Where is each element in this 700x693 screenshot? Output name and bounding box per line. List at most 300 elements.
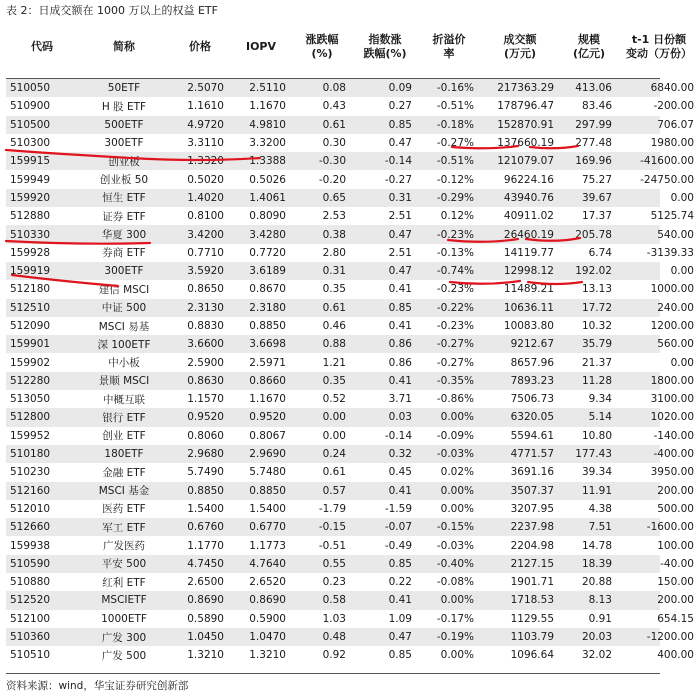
- cell-t1: -41600.00: [640, 155, 694, 168]
- table-row: [6, 335, 694, 353]
- cell-prem: -0.13%: [436, 246, 474, 259]
- cell-chg: 0.31: [322, 265, 346, 278]
- cell-price: 1.3320: [187, 155, 224, 168]
- header-scale: 规模 (亿元): [572, 33, 606, 60]
- cell-scale: 10.80: [581, 429, 612, 442]
- cell-idx: -0.49: [384, 539, 412, 552]
- cell-idx: 0.47: [388, 265, 412, 278]
- cell-iopv: 0.8850: [249, 320, 286, 332]
- cell-price: 0.5020: [187, 173, 224, 186]
- cell-code: 510510: [10, 649, 51, 662]
- cell-turn: 137660.19: [497, 137, 554, 150]
- table-row: [6, 116, 694, 134]
- cell-idx: 0.27: [388, 100, 412, 113]
- cell-iopv: 0.8850: [249, 484, 286, 497]
- cell-code: 159938: [10, 539, 51, 552]
- cell-name: 深 100ETF: [97, 338, 151, 351]
- cell-iopv: 2.3180: [249, 301, 286, 314]
- table-bottom-rule: [6, 673, 660, 674]
- cell-name: 50ETF: [107, 82, 141, 95]
- cell-iopv: 5.7480: [249, 466, 286, 479]
- cell-scale: 32.02: [581, 649, 612, 662]
- cell-idx: 0.45: [388, 466, 412, 479]
- cell-chg: 0.08: [322, 82, 346, 95]
- cell-chg: 0.35: [322, 283, 346, 296]
- cell-turn: 1103.79: [510, 631, 554, 644]
- cell-chg: 0.61: [322, 118, 346, 131]
- cell-code: 159928: [10, 246, 51, 259]
- cell-code: 512510: [10, 301, 51, 314]
- cell-scale: 11.91: [581, 484, 612, 497]
- cell-price: 2.6500: [187, 576, 224, 589]
- table-row: [6, 299, 694, 317]
- cell-name: 广发医药: [103, 540, 145, 553]
- cell-code: 159915: [10, 155, 51, 168]
- cell-scale: 192.02: [575, 265, 612, 278]
- cell-code: 510050: [10, 82, 51, 95]
- cell-chg: 0.88: [322, 338, 346, 351]
- cell-scale: 10.32: [581, 320, 612, 332]
- cell-turn: 5594.61: [510, 429, 554, 442]
- cell-scale: 277.48: [575, 137, 612, 150]
- cell-t1: -140.00: [653, 429, 694, 442]
- cell-price: 0.7710: [187, 246, 224, 259]
- cell-t1: 5125.74: [650, 210, 694, 223]
- cell-name: H 股 ETF: [101, 100, 147, 113]
- cell-t1: -24750.00: [640, 173, 694, 186]
- etf-table: [6, 16, 694, 665]
- cell-t1: 0.00: [670, 191, 694, 204]
- cell-prem: -0.29%: [436, 191, 474, 204]
- cell-chg: 0.48: [322, 631, 346, 644]
- cell-code: 510300: [10, 137, 51, 150]
- cell-iopv: 0.8690: [249, 594, 286, 607]
- cell-chg: 0.57: [322, 484, 346, 497]
- cell-t1: 0.00: [670, 265, 694, 278]
- table-row: [6, 134, 694, 152]
- cell-idx: 0.86: [388, 338, 412, 351]
- cell-t1: 1000.00: [650, 283, 694, 296]
- cell-prem: -0.74%: [436, 265, 474, 278]
- cell-chg: 0.00: [322, 411, 346, 424]
- cell-idx: 0.85: [388, 649, 412, 662]
- cell-idx: -0.14: [384, 155, 412, 168]
- cell-iopv: 1.3210: [249, 649, 286, 662]
- cell-name: 平安 500: [101, 558, 147, 571]
- cell-chg: 0.46: [322, 320, 346, 332]
- cell-t1: 200.00: [657, 594, 694, 607]
- cell-code: 512520: [10, 594, 51, 607]
- cell-prem: -0.08%: [436, 576, 474, 589]
- cell-t1: 200.00: [657, 484, 694, 497]
- table-body: [6, 79, 694, 665]
- cell-iopv: 0.8670: [249, 283, 286, 296]
- cell-price: 0.8690: [187, 594, 224, 607]
- cell-t1: 0.00: [670, 356, 694, 369]
- cell-prem: 0.00%: [440, 411, 474, 424]
- table-row: [6, 390, 694, 408]
- cell-prem: -0.16%: [436, 82, 474, 95]
- cell-scale: 20.03: [581, 631, 612, 644]
- cell-name: 军工 ETF: [102, 521, 146, 534]
- table-row: [6, 573, 694, 591]
- table-row: [6, 408, 694, 426]
- cell-name: 银行 ETF: [102, 411, 146, 424]
- cell-chg: -0.20: [318, 173, 346, 186]
- cell-prem: -0.35%: [436, 374, 474, 387]
- cell-scale: 169.96: [575, 155, 612, 168]
- cell-chg: 0.92: [322, 649, 346, 662]
- cell-prem: -0.27%: [436, 137, 474, 150]
- cell-iopv: 1.1670: [249, 393, 286, 406]
- cell-price: 3.3110: [187, 137, 224, 150]
- cell-prem: -0.27%: [436, 356, 474, 369]
- cell-iopv: 0.7720: [249, 246, 286, 259]
- cell-scale: 205.78: [575, 228, 612, 241]
- cell-name: 金融 ETF: [102, 466, 146, 479]
- cell-t1: 1020.00: [650, 411, 694, 424]
- header-turnover: 成交额 (万元): [503, 33, 537, 60]
- cell-scale: 9.34: [588, 393, 612, 406]
- cell-scale: 413.06: [575, 82, 612, 95]
- cell-scale: 20.88: [581, 576, 612, 589]
- cell-iopv: 1.5400: [249, 502, 286, 515]
- cell-iopv: 0.9520: [249, 411, 286, 424]
- cell-turn: 1718.53: [510, 594, 554, 607]
- cell-t1: -1600.00: [646, 521, 694, 534]
- table-row: [6, 97, 694, 115]
- cell-idx: 0.41: [388, 320, 412, 332]
- header-t1-change: t-1 日份额 变动（万份）: [626, 33, 692, 60]
- cell-scale: 297.99: [575, 118, 612, 131]
- cell-price: 1.1570: [187, 393, 224, 406]
- table-row: [6, 79, 694, 97]
- cell-t1: 3100.00: [650, 393, 694, 406]
- cell-idx: -0.14: [384, 429, 412, 442]
- table-row: [6, 610, 694, 628]
- cell-turn: 121079.07: [497, 155, 554, 168]
- cell-chg: 0.52: [322, 393, 346, 406]
- cell-iopv: 2.9690: [249, 448, 286, 461]
- cell-turn: 3207.95: [510, 502, 554, 515]
- cell-scale: 8.13: [588, 594, 612, 607]
- cell-name: 创业板 50: [99, 174, 149, 187]
- table-header: [6, 16, 692, 79]
- cell-scale: 17.72: [581, 301, 612, 314]
- cell-scale: 35.79: [581, 338, 612, 351]
- table-row: [6, 372, 694, 390]
- table-row: [6, 463, 694, 481]
- cell-code: 159919: [10, 265, 51, 278]
- cell-turn: 2127.15: [510, 557, 554, 570]
- cell-chg: 0.23: [322, 576, 346, 589]
- table-row: [6, 591, 694, 609]
- table-row: [6, 244, 694, 262]
- cell-scale: 18.39: [581, 557, 612, 570]
- cell-code: 513050: [10, 393, 51, 406]
- cell-code: 512160: [10, 484, 51, 497]
- cell-t1: -1200.00: [646, 631, 694, 644]
- cell-code: 159902: [10, 356, 51, 369]
- cell-iopv: 0.5026: [249, 173, 286, 186]
- cell-turn: 1096.64: [510, 649, 554, 662]
- cell-chg: 0.65: [322, 191, 346, 204]
- cell-price: 0.8100: [187, 210, 224, 223]
- cell-price: 0.9520: [187, 411, 224, 424]
- cell-code: 510230: [10, 466, 51, 479]
- cell-turn: 12998.12: [503, 265, 554, 278]
- cell-name: 1000ETF: [101, 612, 147, 625]
- cell-scale: 75.27: [581, 173, 612, 186]
- cell-prem: -0.23%: [436, 228, 474, 241]
- cell-t1: -400.00: [653, 448, 694, 461]
- table-row: [6, 262, 694, 280]
- cell-chg: 2.80: [322, 246, 346, 259]
- cell-prem: -0.09%: [436, 429, 474, 442]
- cell-turn: 1901.71: [510, 576, 554, 589]
- cell-price: 1.1610: [187, 100, 224, 113]
- cell-t1: 150.00: [657, 576, 694, 589]
- cell-iopv: 0.8067: [249, 429, 286, 442]
- cell-chg: 2.53: [322, 210, 346, 223]
- cell-chg: 0.38: [322, 228, 346, 241]
- cell-t1: 400.00: [657, 649, 694, 662]
- cell-iopv: 2.5971: [249, 356, 286, 369]
- cell-name: 创业板: [108, 155, 140, 168]
- cell-scale: 4.38: [588, 502, 612, 515]
- cell-iopv: 0.8090: [249, 210, 286, 223]
- cell-iopv: 4.9810: [249, 118, 286, 131]
- cell-idx: 0.32: [388, 448, 412, 461]
- cell-idx: 0.41: [388, 374, 412, 387]
- header-iopv: IOPV: [245, 40, 277, 53]
- cell-idx: 0.31: [388, 191, 412, 204]
- cell-prem: -0.22%: [436, 301, 474, 314]
- table-row: [6, 170, 694, 188]
- cell-prem: -0.18%: [436, 118, 474, 131]
- cell-chg: 0.55: [322, 557, 346, 570]
- header-idx-chg: 指数涨 跌幅(%): [363, 33, 407, 60]
- cell-idx: 0.47: [388, 631, 412, 644]
- cell-chg: 1.03: [322, 612, 346, 625]
- cell-t1: 240.00: [657, 301, 694, 314]
- table-row: [6, 555, 694, 573]
- cell-price: 0.5890: [187, 612, 224, 625]
- cell-name: 医药 ETF: [102, 503, 146, 516]
- cell-scale: 11.28: [581, 374, 612, 387]
- cell-price: 0.8630: [187, 374, 224, 387]
- cell-code: 512660: [10, 521, 51, 534]
- cell-name: 广发 300: [101, 631, 147, 644]
- cell-code: 512010: [10, 502, 51, 515]
- cell-turn: 96224.16: [503, 173, 554, 186]
- cell-idx: 0.03: [388, 411, 412, 424]
- table-row: [6, 353, 694, 371]
- cell-prem: 0.12%: [440, 210, 474, 223]
- cell-prem: -0.40%: [436, 557, 474, 570]
- cell-chg: -0.30: [318, 155, 346, 168]
- cell-iopv: 0.5900: [249, 612, 286, 625]
- cell-iopv: 0.8660: [249, 374, 286, 387]
- cell-idx: 0.47: [388, 137, 412, 150]
- cell-scale: 0.91: [588, 612, 612, 625]
- cell-name: 证券 ETF: [102, 210, 146, 223]
- table-row: [6, 445, 694, 463]
- cell-idx: 0.85: [388, 557, 412, 570]
- cell-chg: 0.35: [322, 374, 346, 387]
- source-note: 资料来源：wind，华宝证券研究创新部: [6, 680, 189, 692]
- cell-code: 512180: [10, 283, 51, 296]
- cell-chg: 0.30: [322, 137, 346, 150]
- cell-name: 广发 500: [101, 649, 147, 662]
- cell-idx: 1.09: [388, 612, 412, 625]
- cell-name: 500ETF: [104, 118, 144, 131]
- header-code: 代码: [31, 40, 53, 53]
- cell-t1: 654.15: [657, 612, 694, 625]
- cell-scale: 7.51: [588, 521, 612, 534]
- cell-turn: 8657.96: [510, 356, 554, 369]
- cell-price: 0.8850: [187, 484, 224, 497]
- cell-price: 2.5900: [187, 356, 224, 369]
- cell-scale: 39.67: [581, 191, 612, 204]
- cell-idx: 2.51: [388, 210, 412, 223]
- cell-prem: -0.12%: [436, 173, 474, 186]
- table-row: [6, 280, 694, 298]
- cell-name: 180ETF: [104, 448, 144, 461]
- cell-code: 159949: [10, 173, 51, 186]
- cell-price: 1.4020: [187, 191, 224, 204]
- table-row: [6, 317, 694, 335]
- cell-code: 510360: [10, 631, 51, 644]
- cell-turn: 11489.21: [503, 283, 554, 296]
- cell-turn: 2204.98: [510, 539, 554, 552]
- cell-idx: -0.27: [384, 173, 412, 186]
- cell-scale: 83.46: [581, 100, 612, 113]
- cell-idx: 0.41: [388, 484, 412, 497]
- cell-idx: 3.71: [388, 393, 412, 406]
- cell-prem: -0.27%: [436, 338, 474, 351]
- cell-iopv: 3.6189: [249, 265, 286, 278]
- cell-prem: 0.02%: [440, 466, 474, 479]
- cell-chg: 0.58: [322, 594, 346, 607]
- cell-price: 1.1770: [187, 539, 224, 552]
- cell-name: 恒生 ETF: [102, 192, 146, 205]
- cell-prem: 0.00%: [440, 594, 474, 607]
- header-price: 价格: [189, 40, 211, 53]
- cell-turn: 152870.91: [497, 118, 554, 131]
- cell-name: 华夏 300: [101, 229, 147, 242]
- cell-prem: 0.00%: [440, 502, 474, 515]
- cell-name: MSCI 易基: [98, 320, 150, 333]
- cell-idx: -0.07: [384, 521, 412, 534]
- cell-price: 3.6600: [187, 338, 224, 351]
- cell-prem: -0.86%: [436, 393, 474, 406]
- cell-iopv: 1.1670: [249, 100, 286, 113]
- cell-turn: 14119.77: [503, 246, 554, 259]
- cell-idx: 2.51: [388, 246, 412, 259]
- cell-iopv: 0.6770: [249, 521, 286, 534]
- cell-idx: 0.41: [388, 594, 412, 607]
- cell-iopv: 2.5110: [249, 82, 286, 95]
- cell-price: 0.8060: [187, 429, 224, 442]
- cell-prem: -0.51%: [436, 155, 474, 168]
- cell-name: 景顺 MSCI: [98, 375, 150, 388]
- cell-scale: 13.13: [581, 283, 612, 296]
- cell-turn: 217363.29: [497, 82, 554, 95]
- cell-price: 1.5400: [187, 502, 224, 515]
- cell-price: 0.6760: [187, 521, 224, 534]
- cell-turn: 40911.02: [503, 210, 554, 223]
- cell-prem: -0.03%: [436, 539, 474, 552]
- cell-iopv: 1.3388: [249, 155, 286, 168]
- cell-prem: 0.00%: [440, 649, 474, 662]
- cell-t1: 1980.00: [650, 137, 694, 150]
- cell-idx: 0.41: [388, 283, 412, 296]
- cell-prem: 0.00%: [440, 484, 474, 497]
- cell-code: 510330: [10, 228, 51, 241]
- cell-name: MSCIETF: [101, 594, 147, 607]
- cell-idx: 0.86: [388, 356, 412, 369]
- cell-t1: 1800.00: [650, 374, 694, 387]
- cell-name: 中概互联: [103, 393, 145, 406]
- cell-t1: 500.00: [657, 502, 694, 515]
- cell-name: 创业 ETF: [102, 430, 146, 443]
- cell-idx: 0.85: [388, 301, 412, 314]
- cell-price: 1.3210: [187, 649, 224, 662]
- cell-t1: 3950.00: [650, 466, 694, 479]
- cell-t1: 6840.00: [650, 82, 694, 95]
- cell-prem: -0.15%: [436, 521, 474, 534]
- cell-iopv: 4.7640: [249, 557, 286, 570]
- cell-price: 2.3130: [187, 301, 224, 314]
- cell-prem: -0.19%: [436, 631, 474, 644]
- cell-turn: 6320.05: [510, 411, 554, 424]
- cell-turn: 43940.76: [503, 191, 554, 204]
- header-premium: 折溢价 率: [432, 33, 466, 60]
- cell-chg: 0.43: [322, 100, 346, 113]
- cell-price: 2.9680: [187, 448, 224, 461]
- cell-price: 3.4200: [187, 228, 224, 241]
- cell-code: 512800: [10, 411, 51, 424]
- cell-code: 512280: [10, 374, 51, 387]
- cell-name: 红利 ETF: [102, 576, 146, 589]
- cell-idx: 0.47: [388, 228, 412, 241]
- cell-name: 建信 MSCI: [98, 283, 150, 296]
- cell-prem: -0.51%: [436, 100, 474, 113]
- cell-idx: 0.09: [388, 82, 412, 95]
- cell-scale: 177.43: [575, 448, 612, 461]
- cell-chg: -0.51: [318, 539, 346, 552]
- cell-price: 0.8650: [187, 283, 224, 296]
- cell-chg: 0.61: [322, 301, 346, 314]
- cell-name: 中小板: [108, 357, 140, 370]
- cell-prem: -0.17%: [436, 612, 474, 625]
- cell-code: 159952: [10, 429, 51, 442]
- cell-name: MSCI 基金: [98, 485, 150, 498]
- cell-chg: -0.15: [318, 521, 346, 534]
- cell-turn: 10636.11: [503, 301, 554, 314]
- header-name: 简称: [113, 40, 135, 53]
- cell-code: 510880: [10, 576, 51, 589]
- cell-t1: 706.07: [657, 118, 694, 131]
- cell-turn: 26460.19: [503, 228, 554, 241]
- cell-scale: 5.14: [588, 411, 612, 424]
- table-row: [6, 646, 694, 664]
- table-row: [6, 518, 694, 536]
- cell-idx: -1.59: [384, 502, 412, 515]
- cell-turn: 9212.67: [510, 338, 554, 351]
- cell-price: 3.5920: [187, 265, 224, 278]
